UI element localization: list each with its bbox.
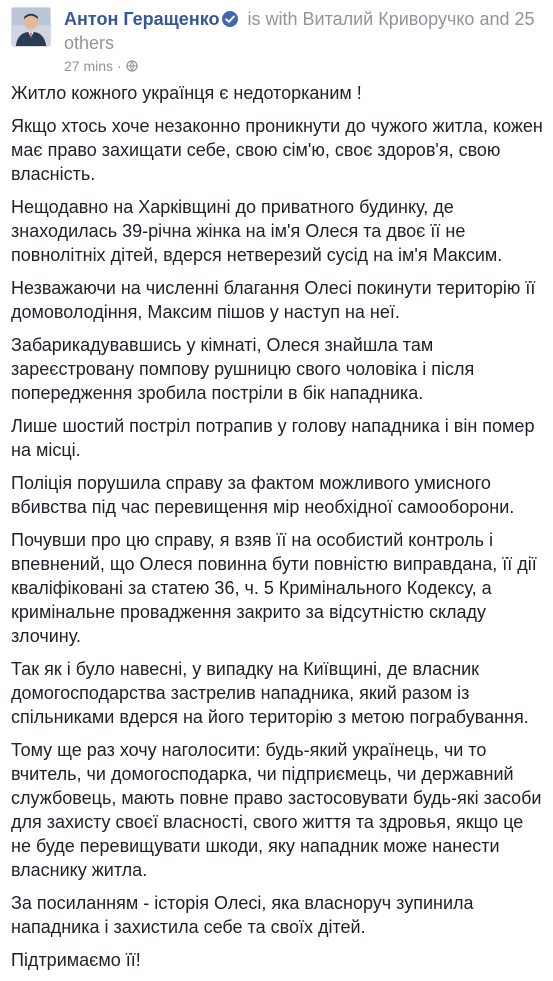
post-paragraph-12: Підтримаємо її! [11,950,141,970]
post-paragraph-7: Поліція порушила справу за фактом можливого умисного вбивства під час перевищення мір необхідної самооборони. [11,473,515,517]
post-paragraph-5: Забарикадувавшись у кімнаті, Олеся знайшла там зареєстровану помпову рушницю свого чоловіка і після попередження зробила постріли в бік нападника. [11,335,475,403]
post-header [11,7,545,74]
post-meta [64,57,138,75]
post-paragraph-1: Житло кожного українця є недоторканим ! [11,83,362,103]
post-paragraph-10: Тому ще раз хочу наголосити: будь-який українець, чи то вчитель, чи домогосподарка, чи підприємець, чи державний службовець, мають повне право застосовувати будь-які засоби для захисту своєї власності, свого життя та здровья, якщо це не буде перевищувати шкоди, яку нападник може нанести власнику житла. [11,740,542,880]
post-paragraph-8: Почувши про цю справу, я взяв її на особистий контроль і впевнений, що Олеся повинна бути повністю виправдана, її дії кваліфіковані за статею 36, ч. 5 Кримінального Кодексу, а кримінальне провадження закрито за відсутністю складу злочину. [11,530,537,646]
post-body [11,81,547,981]
avatar[interactable] [11,7,51,47]
author-name[interactable]: Антон Геращенко [64,9,220,29]
header-line [64,7,545,55]
post-timestamp[interactable]: 27 mins [64,58,114,74]
tagged-person-link[interactable]: Виталий Криворучко [302,9,475,29]
post-paragraph-2: Якщо хтось хоче незаконно проникнути до чужого житла, кожен має право захищати себе, свою сім'ю, своє здоров'я, свою власність. [11,116,543,184]
and-text: and [479,9,510,29]
post-paragraph-11: За посиланням - історія Олесі, яка власноруч зупинила нападника і захистила себе та своїх дітей. [11,893,474,937]
post-paragraph-4: Незважаючи на численні благання Олесі покинути територію її домоволодіння, Максим пішов у наступ на неї. [11,278,536,322]
globe-icon[interactable] [126,60,138,72]
post-paragraph-3: Нещодавно на Харківщині до приватного будинку, де знаходилась 39-річна жінка на ім'я Олеся та двоє її не повнолітніх дітей, вдерся нетверезий сусід на ім'я Максим. [11,197,503,265]
others-link[interactable]: 25 others [64,9,535,53]
with-text: is with [247,9,298,29]
meta-separator: · [117,58,122,74]
post-paragraph-6: Лише шостий постріл потрапив у голову нападника і він помер на місці. [11,416,535,460]
avatar-image [12,8,50,46]
post-paragraph-9: Так як і було навесні, у випадку на Київщині, де власник домогосподарства застрелив нападника, який разом із спільниками вдерся на його територію з метою пограбування. [11,659,529,727]
verified-badge-icon [222,11,238,27]
